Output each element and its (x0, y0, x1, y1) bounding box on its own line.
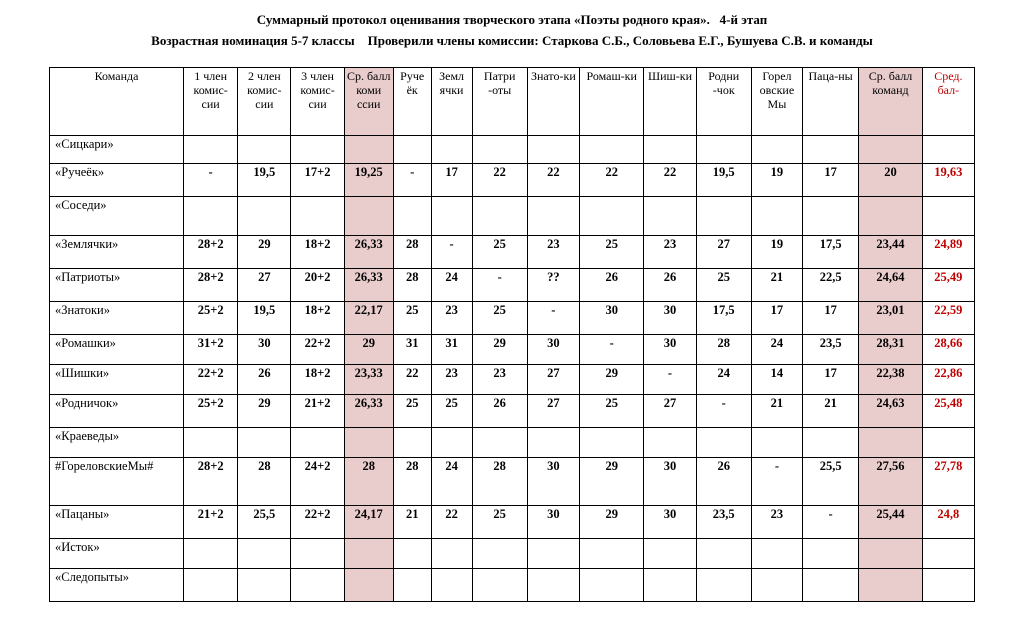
score-cell: 22,38 (859, 365, 922, 395)
score-cell: 27 (527, 365, 579, 395)
score-cell (579, 539, 643, 569)
score-cell: 25,5 (238, 506, 291, 539)
score-cell: 28 (393, 236, 431, 269)
header-rodnichok: Родни -чок (696, 68, 751, 136)
header-znatoki: Знато-ки (527, 68, 579, 136)
header-member3: 3 член комис-сии (291, 68, 344, 136)
score-cell: 30 (644, 302, 696, 335)
score-cell: 30 (644, 458, 696, 506)
score-cell: 24,63 (859, 395, 922, 428)
header-row (50, 68, 975, 136)
score-cell: - (527, 302, 579, 335)
header-patsany: Паца-ны (803, 68, 859, 136)
header-patrioty: Патри -оты (472, 68, 527, 136)
score-cell: 21 (393, 506, 431, 539)
score-cell: 28+2 (184, 269, 238, 302)
score-cell (644, 569, 696, 602)
table-row (50, 506, 975, 539)
score-cell: 30 (644, 335, 696, 365)
score-cell (393, 136, 431, 164)
header-rucheek: Руче ёк (393, 68, 431, 136)
score-cell (238, 539, 291, 569)
document-title: Суммарный протокол оценивания творческого этапа «Поэты родного края». 4-й этап (256, 12, 768, 27)
score-cell (184, 569, 238, 602)
document-subtitle: Возрастная номинация 5-7 классы Проверили члены комиссии: Старкова С.Б., Соловьева Е.Г., Бушуева С.В. и команды (151, 33, 873, 48)
score-cell (751, 539, 802, 569)
score-cell: 28 (393, 458, 431, 506)
score-cell: 21 (751, 269, 802, 302)
team-name-cell: «Родничок» (50, 395, 184, 428)
score-cell: 25 (696, 269, 751, 302)
score-cell (291, 569, 344, 602)
score-cell (922, 136, 974, 164)
score-cell: 24 (751, 335, 802, 365)
score-cell: 19 (751, 236, 802, 269)
team-name-cell: «Патриоты» (50, 269, 184, 302)
score-cell: 31+2 (184, 335, 238, 365)
score-cell: 24,8 (922, 506, 974, 539)
score-cell: 18+2 (291, 236, 344, 269)
score-cell: - (696, 395, 751, 428)
score-cell: - (644, 365, 696, 395)
score-cell (696, 197, 751, 236)
score-cell: 28 (238, 458, 291, 506)
score-cell (393, 569, 431, 602)
score-cell: 29 (579, 458, 643, 506)
score-cell: - (184, 164, 238, 197)
score-cell: 25 (579, 395, 643, 428)
score-cell (696, 136, 751, 164)
score-cell: 25,49 (922, 269, 974, 302)
header-final-avg: Сред. бал- (922, 68, 974, 136)
table-row (50, 335, 975, 365)
score-cell (922, 197, 974, 236)
table-row (50, 365, 975, 395)
score-cell: 27 (644, 395, 696, 428)
score-cell: - (751, 458, 802, 506)
score-cell: 19,63 (922, 164, 974, 197)
score-cell (527, 539, 579, 569)
score-cell (238, 136, 291, 164)
score-cell: 20+2 (291, 269, 344, 302)
score-cell: 17,5 (803, 236, 859, 269)
score-cell: 29 (238, 236, 291, 269)
score-cell: 30 (238, 335, 291, 365)
score-cell (344, 539, 393, 569)
score-cell (644, 428, 696, 458)
score-cell: 22,59 (922, 302, 974, 335)
score-cell: 28+2 (184, 458, 238, 506)
score-cell: 22,5 (803, 269, 859, 302)
score-cell: 22+2 (184, 365, 238, 395)
score-cell (859, 569, 922, 602)
table-row (50, 197, 975, 236)
score-cell: - (431, 236, 472, 269)
score-cell: 26 (238, 365, 291, 395)
score-cell: 23,5 (696, 506, 751, 539)
score-cell: 23,01 (859, 302, 922, 335)
score-cell: 30 (527, 335, 579, 365)
score-cell (579, 197, 643, 236)
score-cell (344, 428, 393, 458)
score-cell: 27 (527, 395, 579, 428)
score-cell (922, 428, 974, 458)
score-cell (644, 539, 696, 569)
score-cell: 24 (431, 269, 472, 302)
header-member2: 2 член комис-сии (238, 68, 291, 136)
score-cell: 22,86 (922, 365, 974, 395)
score-cell: 19,5 (238, 302, 291, 335)
score-cell: 17 (751, 302, 802, 335)
score-cell: 22+2 (291, 335, 344, 365)
score-cell: 21 (803, 395, 859, 428)
table-row (50, 302, 975, 335)
score-cell: 28+2 (184, 236, 238, 269)
score-cell: - (472, 269, 527, 302)
score-cell: 21+2 (291, 395, 344, 428)
score-cell (472, 197, 527, 236)
team-name-cell: «Исток» (50, 539, 184, 569)
score-cell (431, 428, 472, 458)
team-name-cell: «Краеведы» (50, 428, 184, 458)
team-name-cell: «Знатоки» (50, 302, 184, 335)
score-cell: - (579, 335, 643, 365)
score-cell (644, 136, 696, 164)
score-cell: 25 (472, 302, 527, 335)
score-cell: 25 (393, 395, 431, 428)
score-cell: 26,33 (344, 269, 393, 302)
score-cell (922, 539, 974, 569)
table-row (50, 136, 975, 164)
score-cell (291, 197, 344, 236)
score-cell (472, 539, 527, 569)
score-cell (644, 197, 696, 236)
score-cell (859, 428, 922, 458)
score-cell: 29 (579, 506, 643, 539)
score-cell: 31 (393, 335, 431, 365)
score-cell (291, 428, 344, 458)
score-cell: 25 (472, 506, 527, 539)
score-cell: 25,48 (922, 395, 974, 428)
score-cell: 30 (527, 506, 579, 539)
score-cell: 27 (696, 236, 751, 269)
table-row (50, 539, 975, 569)
score-cell (527, 197, 579, 236)
score-cell: 25 (579, 236, 643, 269)
score-cell: 22 (527, 164, 579, 197)
score-cell: 22 (472, 164, 527, 197)
score-cell: 24,89 (922, 236, 974, 269)
score-cell (803, 136, 859, 164)
score-cell: 28 (393, 269, 431, 302)
team-name-cell: «Землячки» (50, 236, 184, 269)
score-cell: 29 (579, 365, 643, 395)
score-cell: 25+2 (184, 302, 238, 335)
score-cell (238, 569, 291, 602)
score-cell: 23,44 (859, 236, 922, 269)
table-row (50, 428, 975, 458)
score-cell: 18+2 (291, 302, 344, 335)
score-cell: 28 (344, 458, 393, 506)
team-name-cell: «Ромашки» (50, 335, 184, 365)
team-name-cell: «Следопыты» (50, 569, 184, 602)
score-cell (803, 539, 859, 569)
score-table (49, 67, 975, 602)
score-cell (751, 197, 802, 236)
score-cell: - (393, 164, 431, 197)
score-cell (184, 428, 238, 458)
score-cell: 27,56 (859, 458, 922, 506)
score-cell (579, 569, 643, 602)
score-cell: 26,33 (344, 395, 393, 428)
score-cell (431, 539, 472, 569)
score-cell: ?? (527, 269, 579, 302)
score-cell (527, 569, 579, 602)
score-cell (393, 539, 431, 569)
score-cell: 27 (238, 269, 291, 302)
header-shishki: Шиш-ки (644, 68, 696, 136)
score-cell: 28 (472, 458, 527, 506)
score-cell: 22,17 (344, 302, 393, 335)
score-cell: 26 (696, 458, 751, 506)
score-cell: 25,44 (859, 506, 922, 539)
score-cell: 29 (472, 335, 527, 365)
score-cell (803, 569, 859, 602)
score-cell: 23 (431, 365, 472, 395)
team-name-cell: «Соседи» (50, 197, 184, 236)
score-cell: 23,33 (344, 365, 393, 395)
score-cell: 14 (751, 365, 802, 395)
score-cell: 19,5 (696, 164, 751, 197)
score-cell (803, 197, 859, 236)
score-cell (751, 569, 802, 602)
score-cell: 23 (644, 236, 696, 269)
score-cell: 26 (579, 269, 643, 302)
header-member1: 1 член комис-сии (184, 68, 238, 136)
score-cell (859, 197, 922, 236)
score-cell (922, 569, 974, 602)
score-cell (696, 569, 751, 602)
score-cell: 19,5 (238, 164, 291, 197)
score-cell (472, 569, 527, 602)
score-cell: 25 (472, 236, 527, 269)
header-gorelovskiemy: Горел овские Мы (751, 68, 802, 136)
score-cell: 22 (579, 164, 643, 197)
score-cell: 17 (803, 365, 859, 395)
header-teams-avg: Ср. балл команд (859, 68, 922, 136)
score-cell: 24 (431, 458, 472, 506)
score-cell (751, 428, 802, 458)
score-cell: 21+2 (184, 506, 238, 539)
team-name-cell: «Шишки» (50, 365, 184, 395)
score-cell (579, 428, 643, 458)
header-commission-avg: Ср. балл коми ссии (344, 68, 393, 136)
score-cell: 17 (803, 302, 859, 335)
score-cell: 24,17 (344, 506, 393, 539)
score-cell: 28,31 (859, 335, 922, 365)
score-cell: 22 (393, 365, 431, 395)
score-cell: 21 (751, 395, 802, 428)
score-cell: 23,5 (803, 335, 859, 365)
table-row (50, 569, 975, 602)
score-cell: 25+2 (184, 395, 238, 428)
score-cell (859, 539, 922, 569)
score-cell: 30 (579, 302, 643, 335)
score-cell (431, 569, 472, 602)
score-cell (291, 136, 344, 164)
score-cell: 17,5 (696, 302, 751, 335)
score-cell (238, 197, 291, 236)
score-cell: 30 (527, 458, 579, 506)
header-romashki: Ромаш-ки (579, 68, 643, 136)
score-cell (344, 197, 393, 236)
score-cell (291, 539, 344, 569)
score-cell: 24,64 (859, 269, 922, 302)
score-cell: 31 (431, 335, 472, 365)
score-cell: 20 (859, 164, 922, 197)
score-cell: 24+2 (291, 458, 344, 506)
score-cell: 26,33 (344, 236, 393, 269)
score-cell (579, 136, 643, 164)
score-cell: 19,25 (344, 164, 393, 197)
score-cell (696, 428, 751, 458)
score-cell (238, 428, 291, 458)
score-cell: 19 (751, 164, 802, 197)
score-cell: 17+2 (291, 164, 344, 197)
score-cell: 25,5 (803, 458, 859, 506)
team-name-cell: #ГореловскиеМы# (50, 458, 184, 506)
team-name-cell: «Сицкари» (50, 136, 184, 164)
score-cell (472, 136, 527, 164)
score-cell: 25 (431, 395, 472, 428)
score-cell (431, 197, 472, 236)
table-row (50, 269, 975, 302)
score-cell: 28 (696, 335, 751, 365)
score-cell: 26 (644, 269, 696, 302)
score-cell: 30 (644, 506, 696, 539)
score-cell: 22+2 (291, 506, 344, 539)
score-cell (344, 569, 393, 602)
score-cell (472, 428, 527, 458)
score-cell (751, 136, 802, 164)
score-cell: 26 (472, 395, 527, 428)
score-cell (344, 136, 393, 164)
score-cell: - (803, 506, 859, 539)
table-row (50, 458, 975, 506)
score-cell: 23 (527, 236, 579, 269)
score-cell: 29 (344, 335, 393, 365)
score-cell (393, 197, 431, 236)
score-cell: 17 (431, 164, 472, 197)
score-cell (184, 136, 238, 164)
header-team: Команда (50, 68, 184, 136)
table-row (50, 164, 975, 197)
team-name-cell: «Пацаны» (50, 506, 184, 539)
score-cell: 24 (696, 365, 751, 395)
score-cell: 23 (431, 302, 472, 335)
score-cell (184, 197, 238, 236)
score-cell: 28,66 (922, 335, 974, 365)
score-cell: 27,78 (922, 458, 974, 506)
score-cell (527, 428, 579, 458)
score-cell (859, 136, 922, 164)
table-row (50, 236, 975, 269)
score-cell: 29 (238, 395, 291, 428)
score-cell: 25 (393, 302, 431, 335)
score-cell: 22 (644, 164, 696, 197)
score-cell: 18+2 (291, 365, 344, 395)
header-zemlyachki: Земл ячки (431, 68, 472, 136)
team-name-cell: «Ручеёк» (50, 164, 184, 197)
score-cell (393, 428, 431, 458)
score-cell (431, 136, 472, 164)
score-cell (696, 539, 751, 569)
score-cell (803, 428, 859, 458)
score-cell (184, 539, 238, 569)
score-cell: 23 (472, 365, 527, 395)
score-cell: 22 (431, 506, 472, 539)
score-cell (527, 136, 579, 164)
table-row (50, 395, 975, 428)
score-cell: 23 (751, 506, 802, 539)
score-cell: 17 (803, 164, 859, 197)
